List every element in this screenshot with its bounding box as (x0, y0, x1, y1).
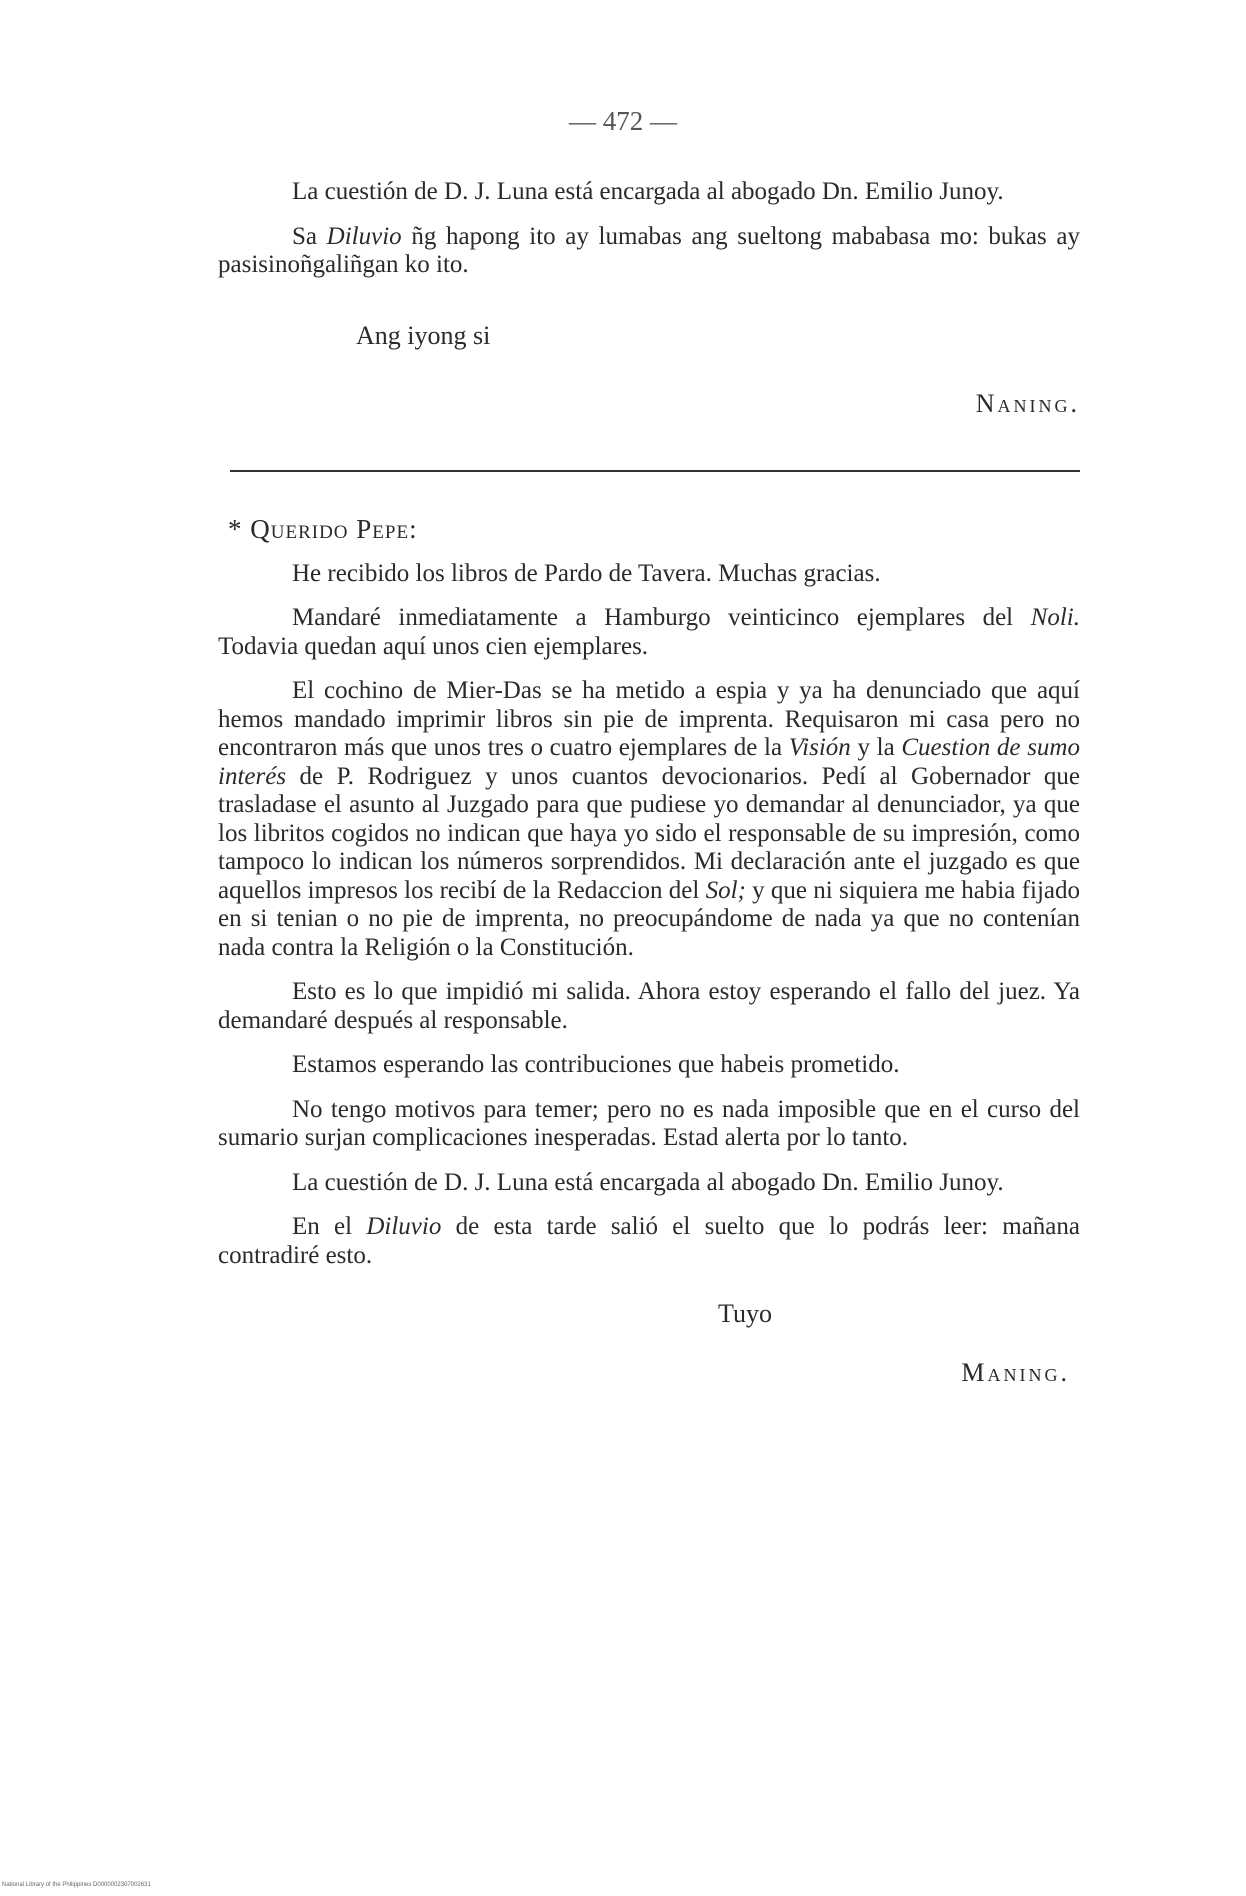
archive-footer: National Library of the Philippines D0000002307002631 (2, 1882, 151, 1888)
top-letter (218, 178, 1080, 419)
italic-title: Cuestion de sumo interés (218, 734, 1080, 790)
footnote-paragraph-7: La cuestión de D. J. Luna está encargada al abogado Dn. Emilio Junoy. (292, 1168, 1004, 1196)
top-letter-signature: Naning. (975, 389, 1080, 418)
italic-title: Visión (788, 734, 851, 761)
text-run: y la (850, 734, 902, 761)
footnote-paragraph-6: No tengo motivos para temer; pero no es nada imposible que en el curso del sumario surjan complicaciones inesperadas. Estad alerta por lo tanto. (218, 1095, 1080, 1151)
footnote-signature: Maning. (961, 1357, 1070, 1387)
text-run: y que ni siquiera me habia fijado en si tenian o no pie de imprenta, no preocupándome de nada ya que no contenían nada contra la Religión o la Constitución. (218, 876, 1080, 961)
italic-title: Diluvio (326, 222, 402, 250)
text-run: Mandaré inmediatamente a Hamburgo veinticinco ejemplares del (292, 604, 1031, 631)
text-run: Todavia quedan aquí unos cien ejemplares. (218, 632, 649, 660)
italic-title: Noli. (1030, 604, 1080, 631)
text-run: de P. Rodriguez y unos cuantos devocionarios. Pedí al Gobernador que trasladase el asunto al Juzgado para que pudiese yo demandar al denunciador, ya que los libritos cogidos no indican que haya yo sido el responsable de su impresión, como tampoco lo indican los números sorprendidos. Mi declaración ante el juzgado es que aquellos impresos los recibí de la Redaccion del (218, 762, 1080, 904)
text-run: ñg hapong ito ay lumabas ang sueltong mababasa mo: bukas ay pasisinoñgaliñgan ko ito. (218, 222, 1081, 278)
section-divider (230, 470, 1080, 472)
italic-title: Diluvio (366, 1213, 442, 1240)
top-letter-paragraph-2 (218, 223, 1080, 280)
footnote-paragraph-8 (218, 1213, 1080, 1270)
text-run: de esta tarde salió el suelto que lo podrás leer: mañana contradiré esto. (218, 1213, 1080, 1269)
page-number: — 472 — (569, 106, 677, 136)
footnote-salutation: * Querido Pepe: (228, 514, 418, 544)
italic-title: Sol; (705, 876, 746, 904)
footnote-paragraph-4: Esto es lo que impidió mi salida. Ahora estoy esperando el fallo del juez. Ya demandaré después al responsable. (218, 978, 1080, 1034)
footnote-paragraph-3 (218, 677, 1080, 962)
top-letter-paragraph-1: La cuestión de D. J. Luna está encargada al abogado Dn. Emilio Junoy. (292, 178, 1004, 205)
footnote-letter (218, 515, 1080, 1387)
footnote-paragraph-2 (218, 604, 1080, 661)
text-run: El cochino de Mier-Das se ha metido a espia y ya ha denunciado que aquí hemos mandado imprimir libros sin pie de imprenta. Requisaron mi casa pero no encontraron más que unos tres o cuatro ejemplares de la (218, 677, 1080, 761)
footnote-paragraph-1: He recibido los libros de Pardo de Tavera. Muchas gracias. (292, 559, 881, 587)
text-run: Sa (292, 222, 327, 250)
footnote-closing: Tuyo (718, 1299, 772, 1328)
footnote-paragraph-5: Estamos esperando las contribuciones que habeis prometido. (292, 1051, 900, 1078)
text-run: En el (292, 1213, 367, 1240)
top-letter-closing: Ang iyong si (356, 320, 491, 350)
